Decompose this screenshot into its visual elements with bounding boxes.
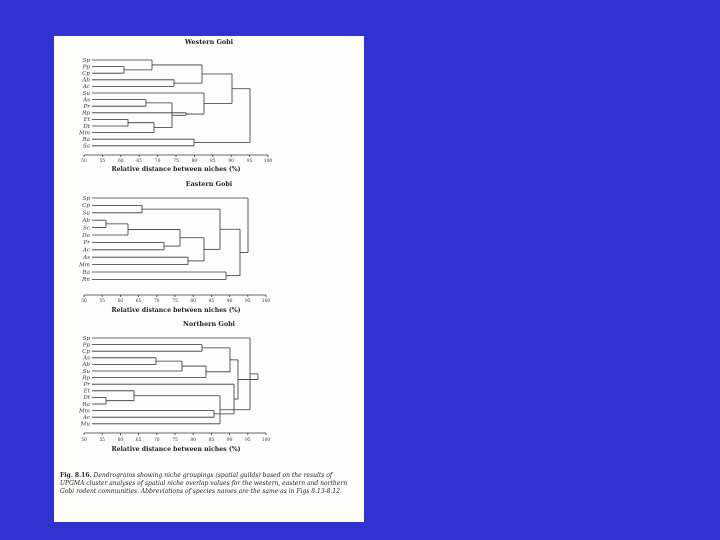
species-label: Mu	[80, 421, 90, 428]
species-label: As	[83, 97, 90, 104]
x-tick-label: 50	[81, 438, 87, 443]
x-tick-label: 85	[208, 438, 215, 443]
x-tick-label: 55	[99, 438, 105, 443]
species-label: Sp	[82, 57, 90, 64]
x-tick-label: 85	[208, 299, 215, 304]
x-tick-label: 80	[191, 159, 198, 164]
figure-caption	[60, 472, 358, 497]
x-tick-label: 90	[226, 438, 233, 443]
species-label: Su	[82, 90, 90, 97]
species-label: Ac	[82, 415, 90, 421]
species-label: Pr	[83, 382, 90, 388]
species-label: Mm	[78, 408, 90, 415]
x-tick-label: 55	[99, 159, 106, 164]
species-label: As	[83, 255, 90, 261]
x-tick-label: 85	[210, 159, 216, 164]
x-tick-label: 95	[245, 438, 251, 443]
x-tick-label: 65	[135, 438, 142, 443]
x-tick-label: 70	[154, 159, 161, 164]
species-label: Sc	[83, 225, 90, 232]
species-label: Ac	[82, 84, 90, 91]
species-label: Su	[82, 210, 90, 217]
x-tick-label: 80	[190, 438, 196, 443]
x-tick-label: 100	[261, 438, 271, 443]
x-axis-label: Relative distance between niches (%)	[111, 446, 241, 453]
species-label: Pr	[83, 240, 90, 247]
x-tick-label: 100	[261, 299, 271, 304]
x-tick-label: 60	[118, 159, 124, 164]
caption-lead: Fig. 8.16.	[60, 472, 92, 479]
x-tick-label: 80	[190, 299, 196, 304]
species-label: Dt	[83, 123, 90, 130]
scanned-page	[54, 36, 364, 522]
species-label: Mm	[78, 262, 90, 269]
species-label: Pp	[82, 342, 90, 349]
panel-title: Eastern Gobi	[185, 180, 233, 188]
x-tick-label: 70	[154, 299, 160, 304]
species-label: Rp	[82, 110, 90, 117]
species-label: Ra	[82, 137, 90, 143]
x-tick-label: 65	[136, 159, 142, 164]
species-label: Rn	[82, 277, 90, 284]
x-tick-label: 50	[81, 299, 87, 304]
species-label: Pr	[83, 104, 90, 110]
species-label: Cp	[82, 349, 90, 355]
panel-title: Northern Gobi	[183, 320, 235, 328]
species-label: Sp	[82, 195, 90, 202]
species-label: Ra	[82, 401, 90, 408]
x-axis-label: Relative distance between niches (%)	[111, 166, 241, 173]
species-label: Pp	[82, 64, 90, 71]
species-label: Cp	[82, 71, 90, 77]
species-label: Su	[82, 368, 90, 375]
species-label: Ra	[82, 269, 90, 276]
x-tick-label: 95	[245, 299, 251, 304]
x-tick-label: 75	[173, 159, 179, 164]
species-label: Ac	[82, 247, 90, 254]
x-tick-label: 90	[226, 299, 233, 304]
species-label: Ab	[82, 362, 90, 369]
species-label: Rp	[82, 375, 90, 382]
x-tick-label: 70	[154, 438, 160, 443]
x-tick-label: 50	[81, 159, 87, 164]
species-label: Sp	[82, 335, 90, 342]
dendrogram-figure	[54, 36, 364, 522]
x-tick-label: 65	[135, 299, 142, 304]
species-label: Cp	[82, 203, 90, 210]
x-tick-label: 95	[246, 159, 253, 164]
x-tick-label: 60	[117, 438, 124, 443]
species-label: As	[83, 355, 90, 362]
x-tick-label: 90	[228, 159, 234, 164]
species-label: Da	[82, 232, 90, 239]
x-tick-label: 100	[263, 159, 273, 164]
panel-title: Western Gobi	[184, 38, 234, 46]
species-label: Et	[83, 117, 90, 124]
species-label: Ab	[82, 77, 90, 84]
species-label: Mm	[78, 130, 90, 137]
x-tick-label: 75	[172, 299, 178, 304]
x-axis-label: Relative distance between niches (%)	[111, 307, 241, 314]
x-tick-label: 75	[172, 438, 178, 443]
species-label: Dt	[83, 395, 90, 402]
species-label: Ab	[82, 218, 90, 224]
x-tick-label: 55	[99, 299, 105, 304]
species-label: Sa	[82, 143, 90, 150]
caption-text: Dendrograms showing niche groupings (spatial guilds) based on the results of UPGMA cluster analyses of spatial niche overlap values for the western, eastern and northern Gobi rodent communities. Abbreviations of species names are the same as in Figs 8.13-8.12.	[60, 472, 348, 496]
species-label: Et	[83, 388, 90, 395]
x-tick-label: 60	[117, 299, 124, 304]
